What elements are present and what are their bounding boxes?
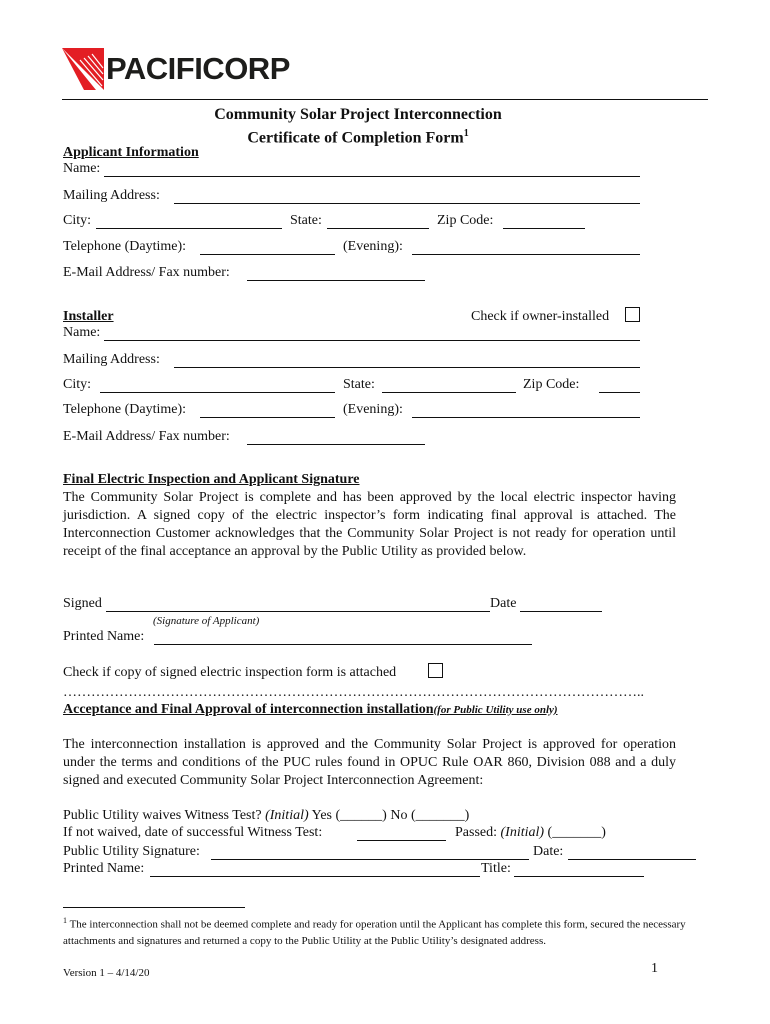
installer-mailing-label: Mailing Address: xyxy=(63,352,160,367)
installer-phone-evening-label: (Evening): xyxy=(343,402,403,417)
applicant-phone-day-label: Telephone (Daytime): xyxy=(63,239,187,254)
not-waived-label: If not waived, date of successful Witness Test: xyxy=(63,825,323,840)
installer-phone-evening-field[interactable] xyxy=(412,403,640,418)
installer-city-field[interactable] xyxy=(100,378,335,393)
applicant-state-label: State: xyxy=(290,213,322,228)
installer-state-label: State: xyxy=(343,377,375,392)
applicant-city-label: City: xyxy=(63,213,92,228)
applicant-mailing-label: Mailing Address: xyxy=(63,188,160,203)
applicant-state-field[interactable] xyxy=(327,214,429,229)
applicant-name-field[interactable] xyxy=(104,162,640,177)
attached-check-label: Check if copy of signed electric inspection form is attached xyxy=(63,665,397,680)
applicant-email-field[interactable] xyxy=(247,266,425,281)
installer-email-field[interactable] xyxy=(247,430,425,445)
footnote xyxy=(63,913,688,949)
signature-date-field[interactable] xyxy=(520,597,602,612)
installer-name-label: Name: xyxy=(63,325,101,340)
applicant-zip-field[interactable] xyxy=(503,214,585,229)
utility-title-label: Title: xyxy=(481,861,511,876)
waive-no[interactable]: No (_______) xyxy=(390,808,470,823)
utility-signature-field[interactable] xyxy=(211,845,529,860)
installer-city-label: City: xyxy=(63,377,92,392)
owner-installed-checkbox[interactable] xyxy=(625,307,640,322)
applicant-phone-evening-label: (Evening): xyxy=(343,239,403,254)
footnote-rule xyxy=(63,907,245,908)
utility-title-field[interactable] xyxy=(514,862,644,877)
applicant-mailing-field[interactable] xyxy=(174,189,640,204)
signed-label: Signed xyxy=(63,596,102,611)
pacificorp-logo xyxy=(62,46,312,98)
page-title-line2 xyxy=(0,125,716,147)
printed-name-field[interactable] xyxy=(154,630,532,645)
acceptance-body: The interconnection installation is approved and the Community Solar Project is approved for operation under the terms and conditions of the PUC rules found in OPUC Rule OAR 860, Division 088 and a duly signed and executed Community Solar Project Interconnection Agreement: xyxy=(63,737,676,788)
applicant-name-label: Name: xyxy=(63,161,101,176)
installer-phone-day-field[interactable] xyxy=(200,403,335,418)
acceptance-heading-note: (for Public Utility use only) xyxy=(433,704,558,716)
passed-row xyxy=(455,825,606,841)
applicant-city-field[interactable] xyxy=(96,214,282,229)
passed-initial-field[interactable]: (_______) xyxy=(547,825,606,840)
passed-initial-label: (Initial) xyxy=(500,825,545,840)
footnote-text: The interconnection shall not be deemed complete and ready for operation until the Applicant has complete this form, secured the necessary attachments and signatures and returned a copy to the Public Utility at the Public Utility’s designated address. xyxy=(63,918,686,947)
installer-zip-label: Zip Code: xyxy=(523,377,580,392)
witness-waive-row xyxy=(63,808,469,824)
owner-installed-label: Check if owner-installed xyxy=(471,309,610,324)
footnote-mark: 1 xyxy=(63,916,67,925)
witness-test-date-field[interactable] xyxy=(357,826,446,841)
acceptance-heading-text: Acceptance and Final Approval of interconnection installation xyxy=(63,702,434,717)
waive-label: Public Utility waives Witness Test? xyxy=(63,808,262,823)
utility-printed-name-label: Printed Name: xyxy=(63,861,145,876)
page-number: 1 xyxy=(651,961,658,976)
utility-date-label: Date: xyxy=(533,844,564,859)
installer-mailing-field[interactable] xyxy=(174,353,640,368)
header-rule xyxy=(62,99,708,100)
title-footnote-mark: 1 xyxy=(463,128,469,139)
installer-zip-field[interactable] xyxy=(599,378,640,393)
applicant-phone-evening-field[interactable] xyxy=(412,240,640,255)
applicant-email-label: E-Mail Address/ Fax number: xyxy=(63,265,230,280)
utility-signature-label: Public Utility Signature: xyxy=(63,844,200,859)
utility-printed-name-field[interactable] xyxy=(150,862,480,877)
page-title-line1: Community Solar Project Interconnection xyxy=(214,106,502,123)
waive-initial-label: (Initial) xyxy=(265,808,309,823)
acceptance-heading xyxy=(63,702,558,718)
printed-name-label: Printed Name: xyxy=(63,629,145,644)
installer-phone-day-label: Telephone (Daytime): xyxy=(63,402,187,417)
utility-date-field[interactable] xyxy=(568,845,696,860)
attached-form-checkbox[interactable] xyxy=(428,663,443,678)
logo-text: PACIFICORP xyxy=(106,51,290,86)
dotted-separator: …………………………………………………………………………………………………………….. xyxy=(63,685,644,700)
installer-name-field[interactable] xyxy=(104,326,640,341)
title-text: Certificate of Completion Form xyxy=(247,129,464,147)
passed-label: Passed: xyxy=(455,825,497,840)
version-label: Version 1 – 4/14/20 xyxy=(63,967,150,979)
installer-email-label: E-Mail Address/ Fax number: xyxy=(63,429,230,444)
applicant-phone-day-field[interactable] xyxy=(200,240,335,255)
applicant-signature-field[interactable] xyxy=(106,597,490,612)
inspection-body: The Community Solar Project is complete and has been approved by the local electric inspector having jurisdiction. A signed copy of the electric inspector’s form indicating final approval is attached. The Interconnection Customer acknowledges that the Community Solar Project is not ready for operation until receipt of the final acceptance an approval by the Public Utility as provided below. xyxy=(63,490,676,559)
installer-state-field[interactable] xyxy=(382,378,516,393)
inspection-heading: Final Electric Inspection and Applicant Signature xyxy=(63,472,360,487)
logo-mark-icon xyxy=(62,46,112,96)
signature-caption: (Signature of Applicant) xyxy=(153,615,260,627)
waive-yes[interactable]: Yes (______) xyxy=(311,808,387,823)
signature-date-label: Date xyxy=(490,596,517,611)
applicant-heading: Applicant Information xyxy=(63,145,199,160)
applicant-zip-label: Zip Code: xyxy=(437,213,494,228)
installer-heading: Installer xyxy=(63,309,114,324)
